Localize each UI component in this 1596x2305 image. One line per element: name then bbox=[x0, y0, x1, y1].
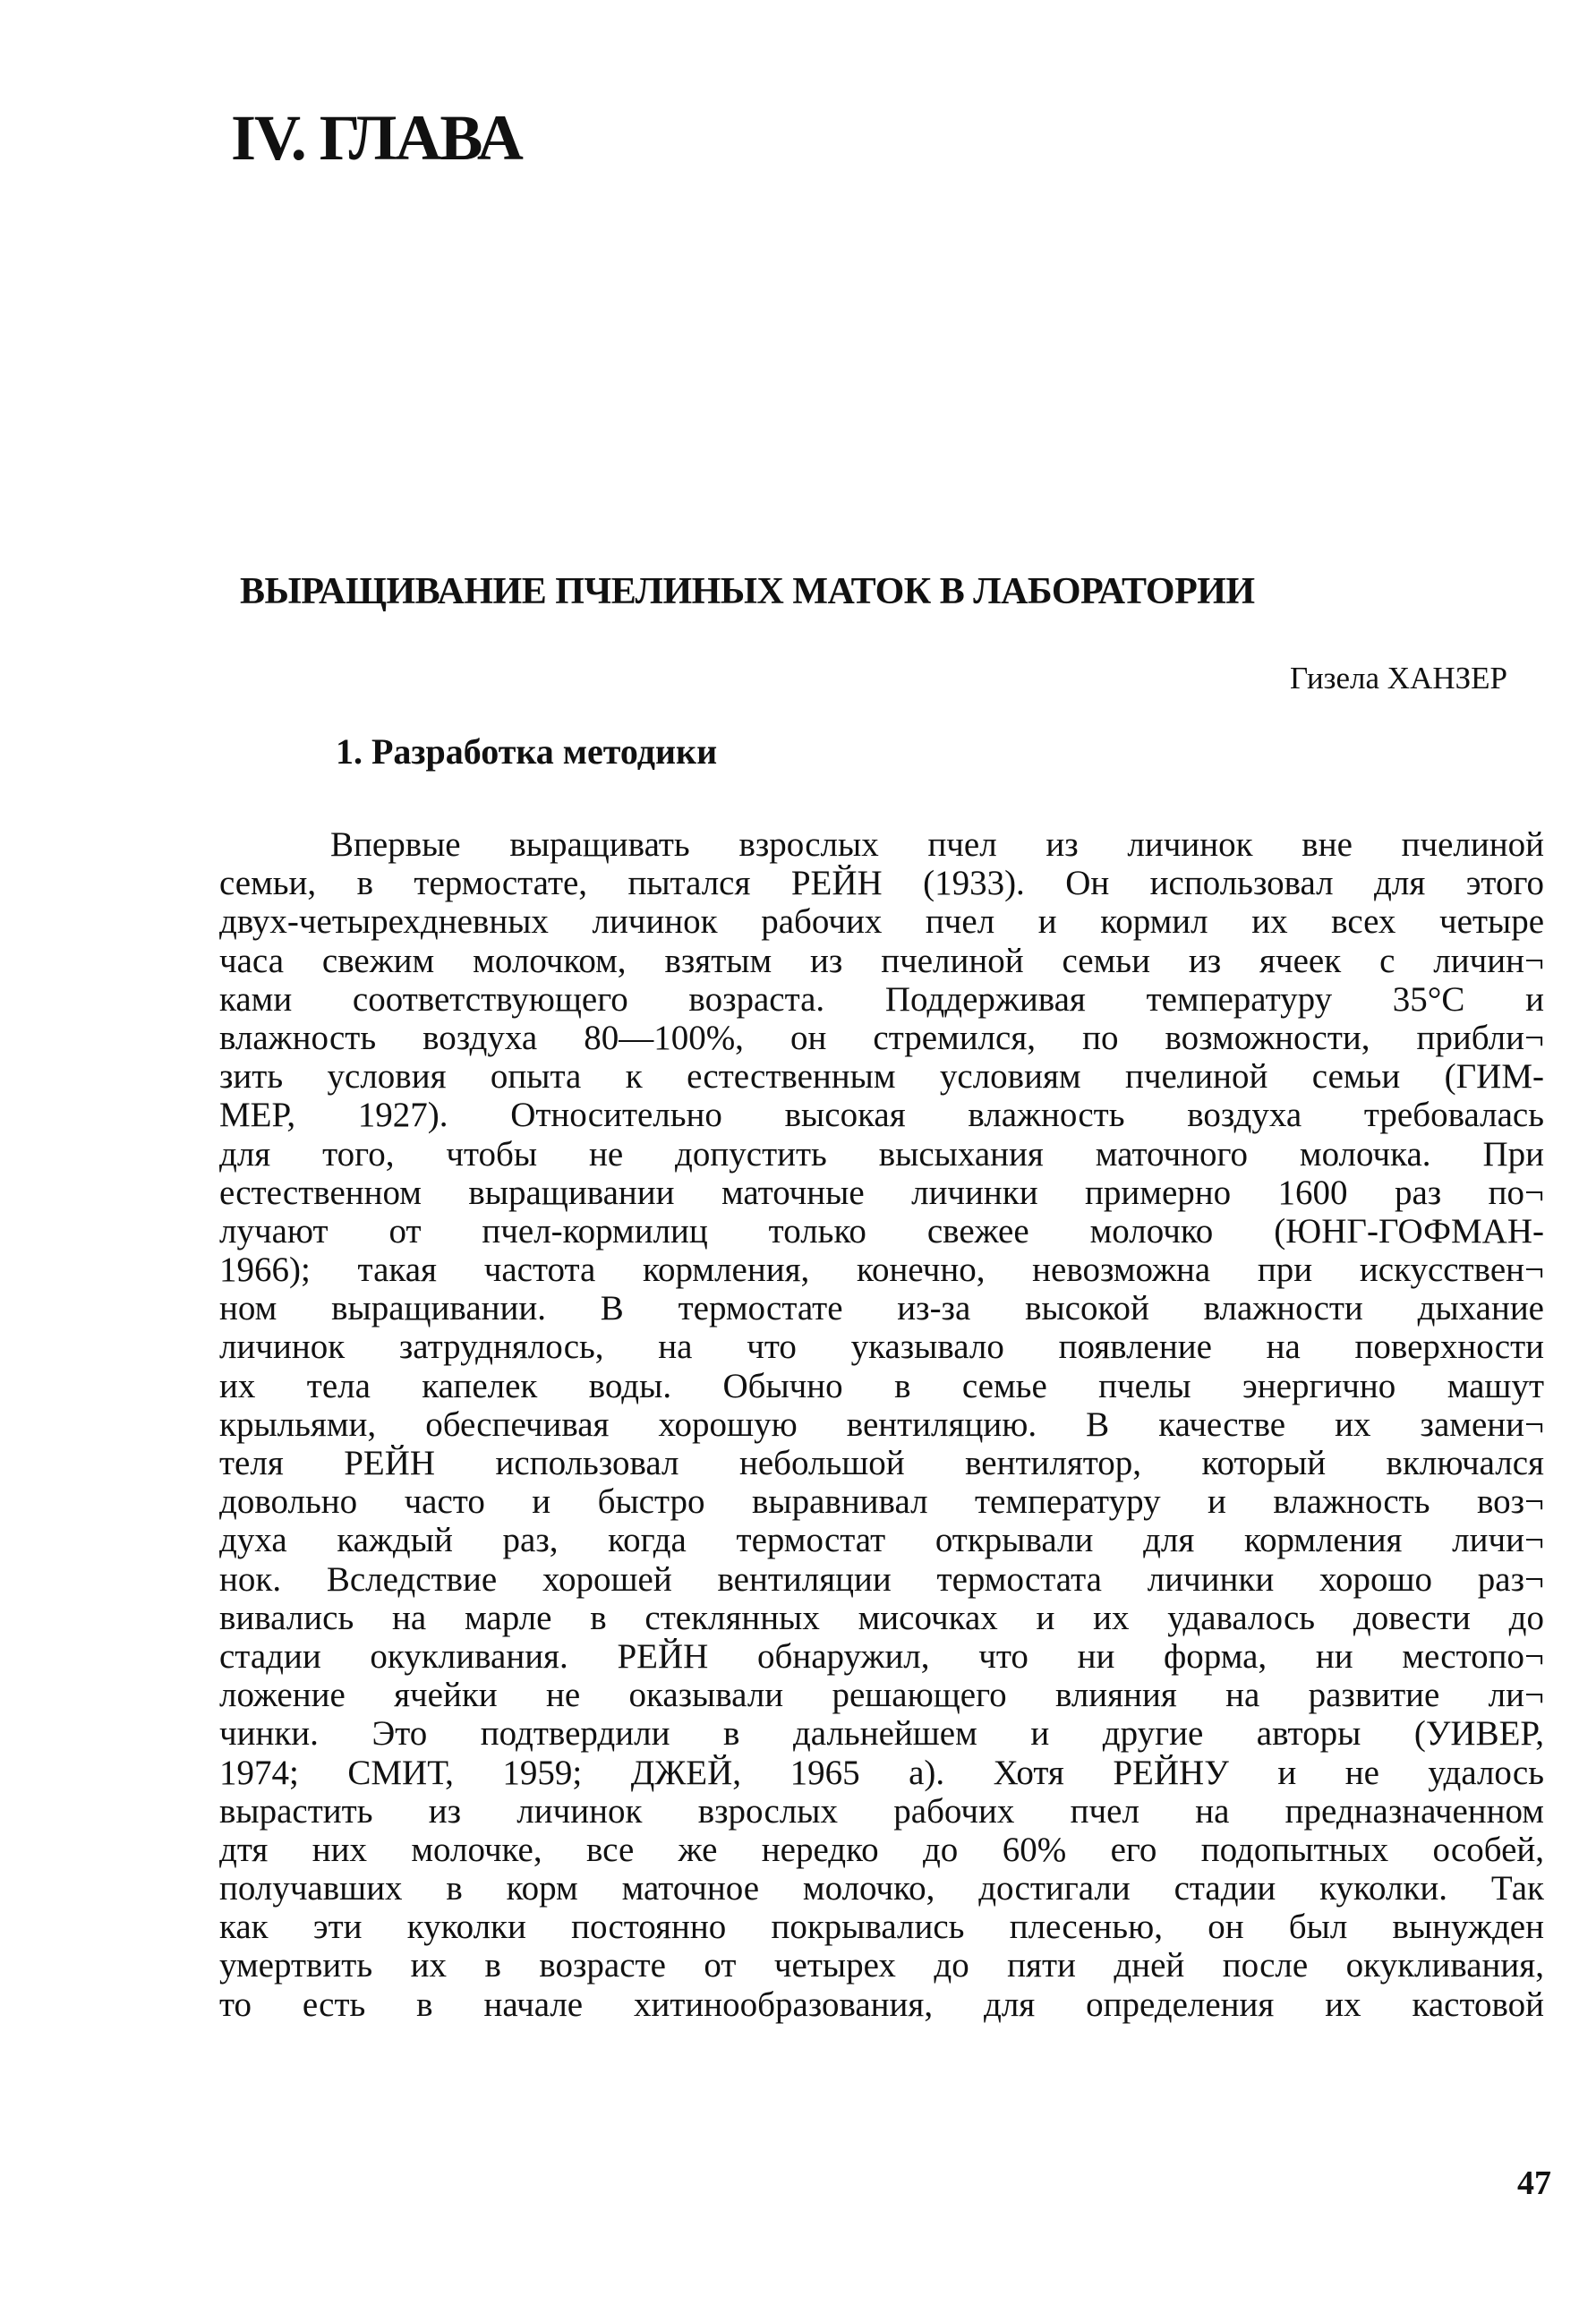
text-line: семьи, в термостате, пытался РЕЙН (1933). Он использовал для этого bbox=[219, 864, 1544, 903]
text-line: нок. Вследствие хорошей вентиляции термостата личинки хорошо раз¬ bbox=[219, 1559, 1544, 1599]
text-line: для того, чтобы не допустить высыхания маточного молочка. При bbox=[219, 1134, 1544, 1174]
text-line: дтя них молочке, все же нередко до 60% его подопытных особей, bbox=[219, 1830, 1544, 1869]
text-line: вырастить из личинок взрослых рабочих пчел на предназначенном bbox=[219, 1791, 1544, 1831]
text-line: личинок затруднялось, на что указывало появление на поверхности bbox=[219, 1328, 1544, 1367]
chapter-title: IV. ГЛАВА bbox=[231, 102, 522, 174]
text-line: стадии окукливания. РЕЙН обнаружил, что ни форма, ни местопо¬ bbox=[219, 1636, 1544, 1676]
author-name: Гизела ХАНЗЕР bbox=[1290, 661, 1507, 696]
text-line: лучают от пчел-кормилиц только свежее молочко (ЮНГ-ГОФМАН- bbox=[219, 1211, 1544, 1251]
text-line: умертвить их в возрасте от четырех до пяти дней после окукливания, bbox=[219, 1946, 1544, 1985]
text-line: зить условия опыта к естественным условиям пчелиной семьи (ГИМ- bbox=[219, 1057, 1544, 1097]
text-line: крыльями, обеспечивая хорошую вентиляцию. В качестве их замени¬ bbox=[219, 1404, 1544, 1444]
text-line: ками соответствующего возраста. Поддерживая температуру 35°С и bbox=[219, 979, 1544, 1019]
text-line: чинки. Это подтвердили в дальнейшем и другие авторы (УИВЕР, bbox=[219, 1714, 1544, 1754]
text-line: довольно часто и быстро выравнивал температуру и влажность воз¬ bbox=[219, 1482, 1544, 1522]
text-line: теля РЕЙН использовал небольшой вентилятор, который включался bbox=[219, 1444, 1544, 1482]
text-line: получавших в корм маточное молочко, достигали стадии куколки. Так bbox=[219, 1869, 1544, 1908]
text-line: естественном выращивании маточные личинки примерно 1600 раз по¬ bbox=[219, 1173, 1544, 1212]
text-line: МЕР, 1927). Относительно высокая влажность воздуха требовалась bbox=[219, 1096, 1544, 1135]
text-line: влажность воздуха 80—100%, он стремился, по возможности, прибли¬ bbox=[219, 1018, 1544, 1057]
subsection-title: 1. Разработка методики bbox=[336, 731, 718, 772]
text-line: двух-четырехдневных личинок рабочих пчел и кормил их всех четыре bbox=[219, 902, 1544, 942]
text-line: вивались на марле в стеклянных мисочках и их удавалось довести до bbox=[219, 1598, 1544, 1637]
page-number: 47 bbox=[1517, 2164, 1551, 2202]
text-line: часа свежим молочком, взятым из пчелиной семьи из ячеек с личин¬ bbox=[219, 941, 1544, 980]
body-text bbox=[219, 825, 1544, 2024]
text-line: ном выращивании. В термостате из-за высокой влажности дыхание bbox=[219, 1289, 1544, 1328]
text-line: Впервые выращивать взрослых пчел из личинок вне пчелиной bbox=[330, 825, 1544, 864]
section-title: ВЫРАЩИВАНИЕ ПЧЕЛИНЫХ МАТОК В ЛАБОРАТОРИИ bbox=[240, 571, 1255, 612]
text-line: то есть в начале хитинообразования, для определения их кастовой bbox=[219, 1985, 1544, 2024]
text-line: духа каждый раз, когда термостат открывали для кормления личи¬ bbox=[219, 1521, 1544, 1560]
text-line: их тела капелек воды. Обычно в семье пчелы энергично машут bbox=[219, 1366, 1544, 1405]
text-line: 1974; СМИТ, 1959; ДЖЕЙ, 1965 а). Хотя РЕЙНУ и не удалось bbox=[219, 1753, 1544, 1792]
text-line: 1966); такая частота кормления, конечно, невозможна при искусствен¬ bbox=[219, 1251, 1544, 1290]
text-line: ложение ячейки не оказывали решающего влияния на развитие ли¬ bbox=[219, 1676, 1544, 1715]
text-line: как эти куколки постоянно покрывались плесенью, он был вынужден bbox=[219, 1908, 1544, 1947]
